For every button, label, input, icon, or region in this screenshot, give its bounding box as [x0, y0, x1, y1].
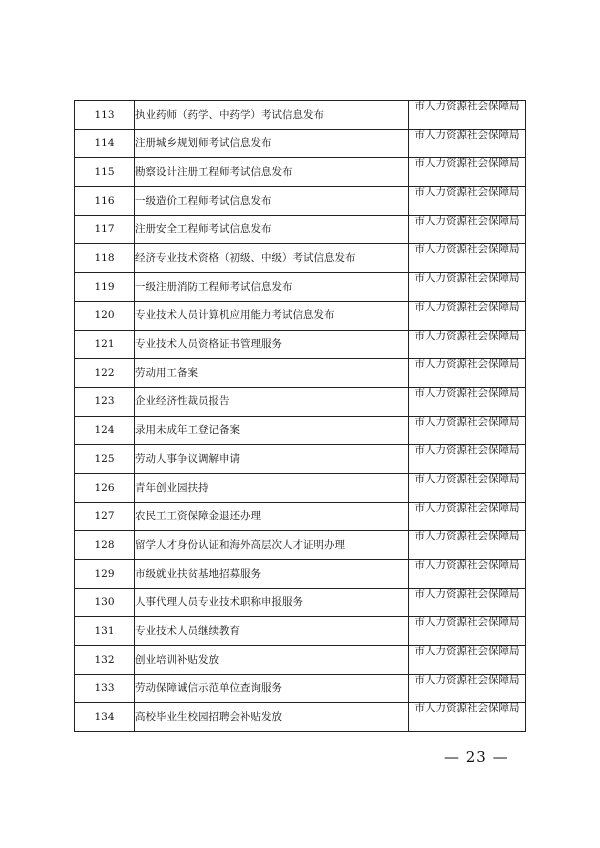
table-row [75, 646, 526, 675]
page-number: — 23 — [444, 748, 509, 766]
row-number: 116 [75, 187, 135, 216]
row-number: 131 [75, 617, 135, 646]
row-number: 130 [75, 588, 135, 617]
row-number: 126 [75, 473, 135, 502]
responsible-department: 市人力资源社会保障局 [409, 387, 526, 416]
responsible-department: 市人力资源社会保障局 [409, 359, 526, 388]
responsible-department: 市人力资源社会保障局 [409, 215, 526, 244]
row-number: 133 [75, 674, 135, 703]
table-row [75, 187, 526, 216]
service-item-name: 创业培训补贴发放 [135, 646, 409, 675]
row-number: 128 [75, 531, 135, 560]
responsible-department: 市人力资源社会保障局 [409, 560, 526, 589]
row-number: 120 [75, 301, 135, 330]
responsible-department: 市人力资源社会保障局 [409, 330, 526, 359]
service-item-name: 注册安全工程师考试信息发布 [135, 215, 409, 244]
service-item-name: 一级造价工程师考试信息发布 [135, 187, 409, 216]
row-number: 117 [75, 215, 135, 244]
service-item-name: 勘察设计注册工程师考试信息发布 [135, 158, 409, 187]
responsible-department: 市人力资源社会保障局 [409, 416, 526, 445]
service-item-name: 录用未成年工登记备案 [135, 416, 409, 445]
responsible-department: 市人力资源社会保障局 [409, 473, 526, 502]
responsible-department: 市人力资源社会保障局 [409, 129, 526, 158]
service-item-name: 专业技术人员计算机应用能力考试信息发布 [135, 301, 409, 330]
row-number: 134 [75, 703, 135, 732]
responsible-department: 市人力资源社会保障局 [409, 502, 526, 531]
responsible-department: 市人力资源社会保障局 [409, 445, 526, 474]
responsible-department: 市人力资源社会保障局 [409, 617, 526, 646]
table-row [75, 244, 526, 273]
service-item-name: 一级注册消防工程师考试信息发布 [135, 273, 409, 302]
table-row [75, 703, 526, 732]
table-row [75, 215, 526, 244]
service-item-name: 执业药师（药学、中药学）考试信息发布 [135, 101, 409, 130]
responsible-department: 市人力资源社会保障局 [409, 187, 526, 216]
table-row [75, 674, 526, 703]
row-number: 119 [75, 273, 135, 302]
responsible-department: 市人力资源社会保障局 [409, 531, 526, 560]
table-row [75, 273, 526, 302]
responsible-department: 市人力资源社会保障局 [409, 158, 526, 187]
service-item-name: 劳动用工备案 [135, 359, 409, 388]
table-row [75, 445, 526, 474]
service-item-name: 专业技术人员资格证书管理服务 [135, 330, 409, 359]
table-row [75, 158, 526, 187]
service-item-name: 注册城乡规划师考试信息发布 [135, 129, 409, 158]
service-item-name: 人事代理人员专业技术职称申报服务 [135, 588, 409, 617]
row-number: 127 [75, 502, 135, 531]
table-row [75, 560, 526, 589]
row-number: 122 [75, 359, 135, 388]
table-row [75, 359, 526, 388]
row-number: 129 [75, 560, 135, 589]
service-item-name: 劳动人事争议调解申请 [135, 445, 409, 474]
service-table [74, 100, 526, 732]
row-number: 125 [75, 445, 135, 474]
service-item-name: 企业经济性裁员报告 [135, 387, 409, 416]
row-number: 132 [75, 646, 135, 675]
responsible-department: 市人力资源社会保障局 [409, 646, 526, 675]
responsible-department: 市人力资源社会保障局 [409, 101, 526, 130]
row-number: 123 [75, 387, 135, 416]
responsible-department: 市人力资源社会保障局 [409, 588, 526, 617]
table-row [75, 502, 526, 531]
table-row [75, 617, 526, 646]
service-item-name: 经济专业技术资格（初级、中级）考试信息发布 [135, 244, 409, 273]
row-number: 113 [75, 101, 135, 130]
responsible-department: 市人力资源社会保障局 [409, 244, 526, 273]
service-item-name: 留学人才身份认证和海外高层次人才证明办理 [135, 531, 409, 560]
table-row [75, 473, 526, 502]
responsible-department: 市人力资源社会保障局 [409, 273, 526, 302]
row-number: 114 [75, 129, 135, 158]
service-item-name: 市级就业扶贫基地招募服务 [135, 560, 409, 589]
service-item-name: 青年创业园扶持 [135, 473, 409, 502]
row-number: 115 [75, 158, 135, 187]
service-item-name: 农民工工资保障金退还办理 [135, 502, 409, 531]
responsible-department: 市人力资源社会保障局 [409, 301, 526, 330]
service-item-name: 劳动保障诚信示范单位查询服务 [135, 674, 409, 703]
row-number: 121 [75, 330, 135, 359]
table-row [75, 101, 526, 130]
responsible-department: 市人力资源社会保障局 [409, 703, 526, 732]
table-row [75, 387, 526, 416]
table-row [75, 330, 526, 359]
service-item-name: 专业技术人员继续教育 [135, 617, 409, 646]
table-body [75, 101, 526, 732]
table-row [75, 301, 526, 330]
service-item-name: 高校毕业生校园招聘会补贴发放 [135, 703, 409, 732]
table-row [75, 129, 526, 158]
table-row [75, 588, 526, 617]
responsible-department: 市人力资源社会保障局 [409, 674, 526, 703]
table-row [75, 531, 526, 560]
row-number: 124 [75, 416, 135, 445]
row-number: 118 [75, 244, 135, 273]
table-row [75, 416, 526, 445]
